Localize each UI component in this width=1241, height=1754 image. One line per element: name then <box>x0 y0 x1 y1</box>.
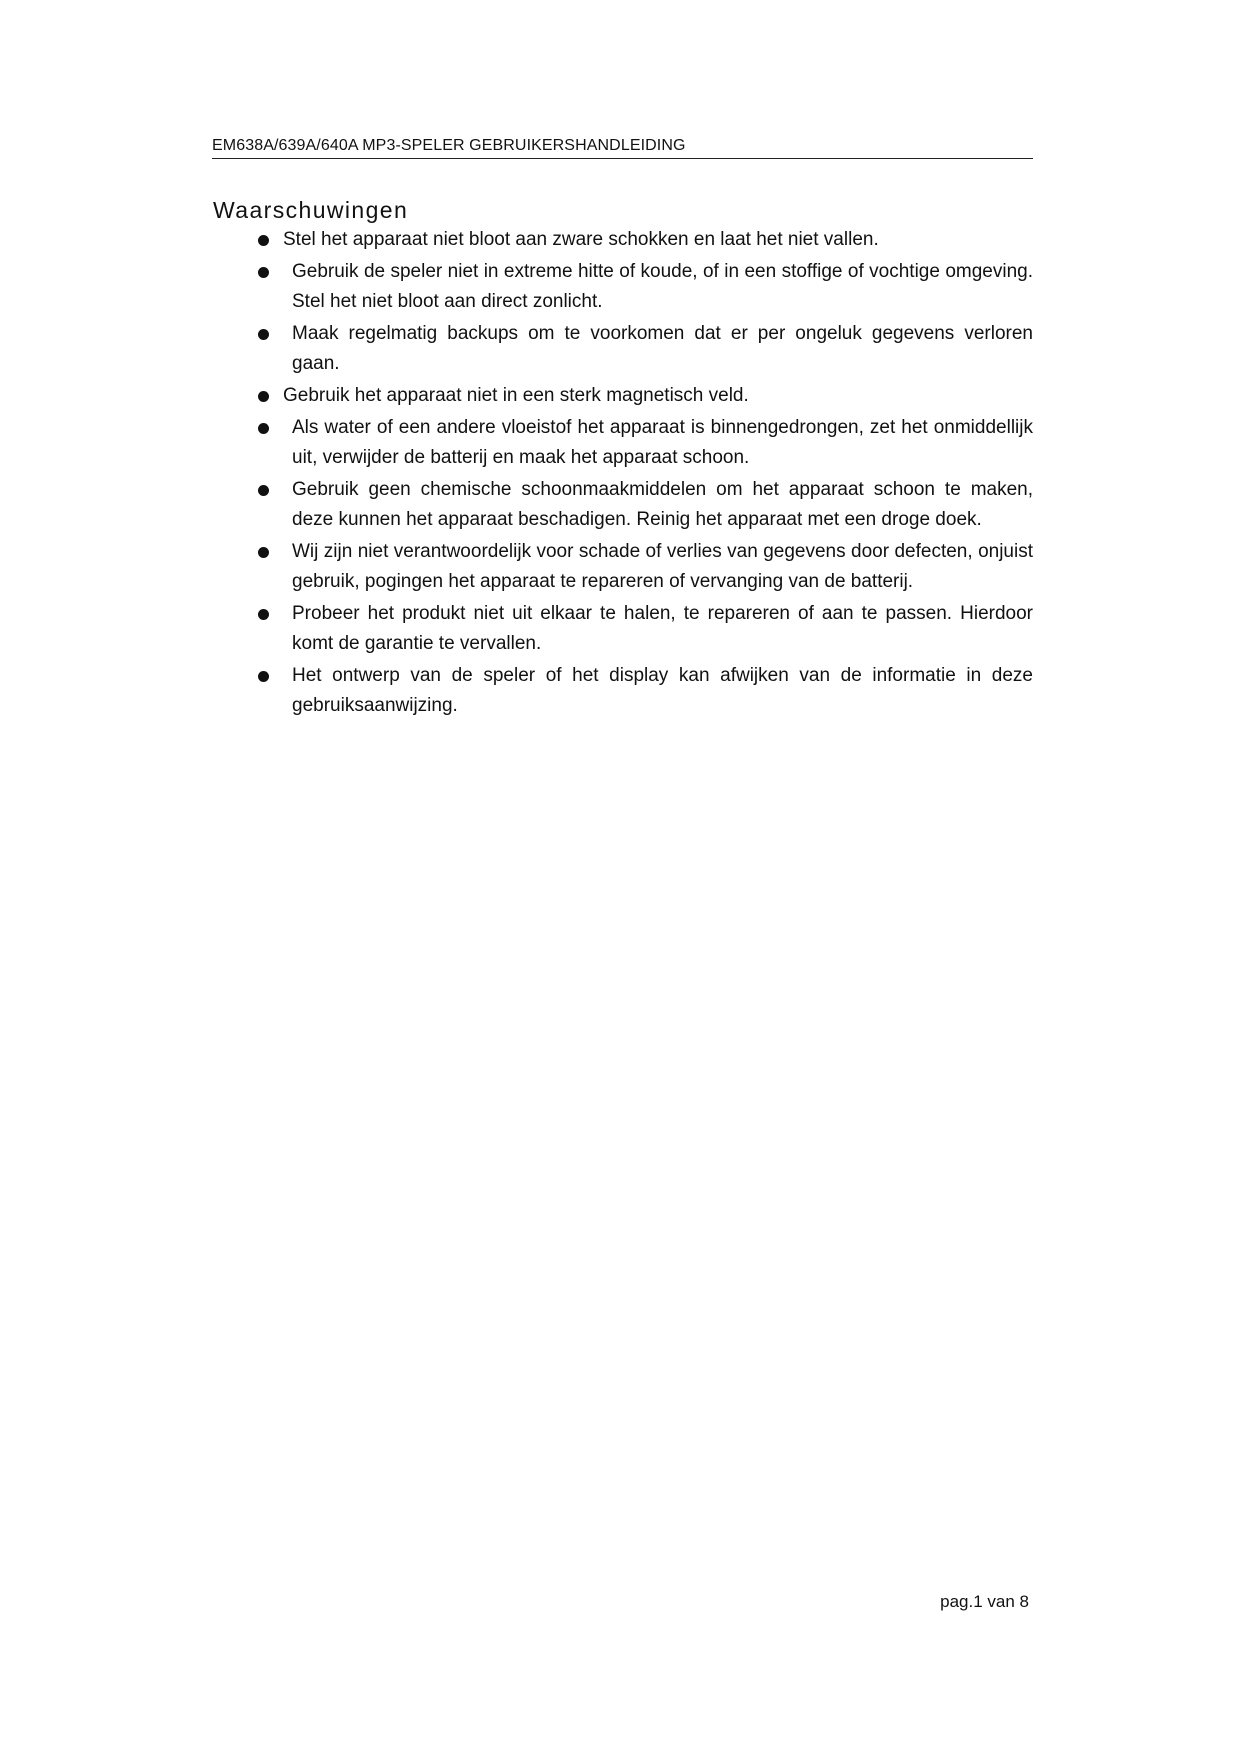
warnings-list <box>258 225 1033 723</box>
page-number: pag.1 van 8 <box>940 1592 1029 1611</box>
bullet-icon <box>258 547 269 558</box>
warning-text: Stel het apparaat niet bloot aan zware schokken en laat het niet vallen. <box>283 229 879 250</box>
bullet-icon <box>258 391 269 402</box>
warning-text: Gebruik het apparaat niet in een sterk magnetisch veld. <box>283 385 749 406</box>
warning-text: Het ontwerp van de speler of het display kan afwijken van de informatie in deze gebruiksaanwijzing. <box>292 665 1033 716</box>
warning-item <box>258 381 1033 411</box>
bullet-icon <box>258 329 269 340</box>
page-header: EM638A/639A/640A MP3-SPELER GEBRUIKERSHANDLEIDING <box>212 137 686 154</box>
bullet-icon <box>258 267 269 278</box>
section-title: Waarschuwingen <box>213 197 409 223</box>
bullet-icon <box>258 671 269 682</box>
warning-item <box>258 257 1033 317</box>
bullet-icon <box>258 609 269 620</box>
header-divider <box>212 158 1033 159</box>
warning-item <box>258 225 1033 255</box>
warning-item <box>258 661 1033 721</box>
warning-text: Wij zijn niet verantwoordelijk voor schade of verlies van gegevens door defecten, onjuist gebruik, pogingen het apparaat te repareren of vervanging van de batterij. <box>292 541 1033 592</box>
warning-text: Gebruik de speler niet in extreme hitte of koude, of in een stoffige of vochtige omgeving. Stel het niet bloot aan direct zonlicht. <box>292 261 1033 312</box>
warning-item <box>258 475 1033 535</box>
warning-item <box>258 537 1033 597</box>
warning-item <box>258 413 1033 473</box>
warning-text: Probeer het produkt niet uit elkaar te halen, te repareren of aan te passen. Hierdoor komt de garantie te vervallen. <box>292 603 1033 654</box>
warning-text: Maak regelmatig backups om te voorkomen dat er per ongeluk gegevens verloren gaan. <box>292 323 1033 374</box>
bullet-icon <box>258 235 269 246</box>
bullet-icon <box>258 485 269 496</box>
warning-text: Gebruik geen chemische schoonmaakmiddelen om het apparaat schoon te maken, deze kunnen het apparaat beschadigen. Reinig het apparaat met een droge doek. <box>292 479 1033 530</box>
warning-item <box>258 319 1033 379</box>
warning-text: Als water of een andere vloeistof het apparaat is binnengedrongen, zet het onmiddellijk uit, verwijder de batterij en maak het apparaat schoon. <box>292 417 1033 468</box>
bullet-icon <box>258 423 269 434</box>
warning-item <box>258 599 1033 659</box>
